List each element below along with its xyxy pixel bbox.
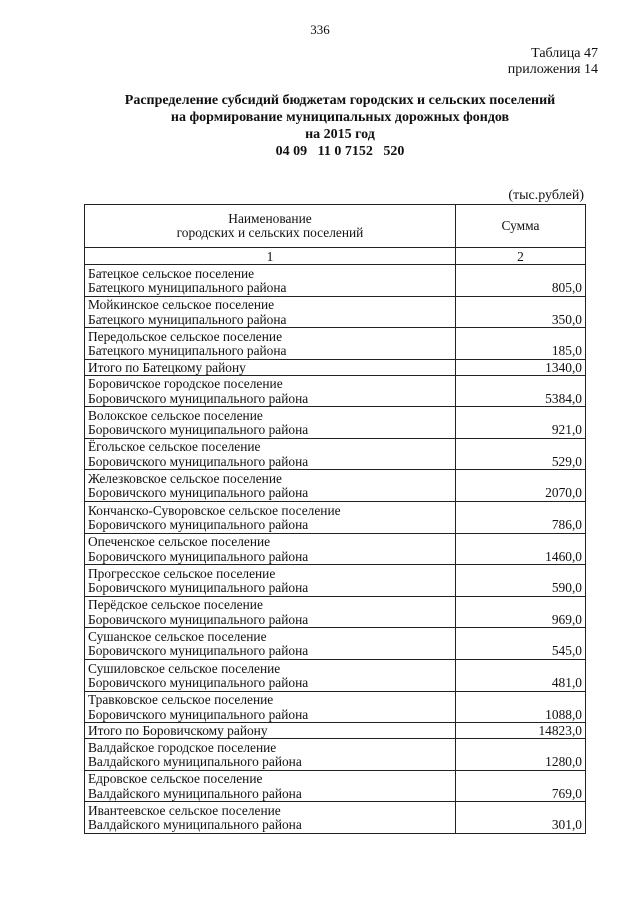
table-row — [85, 596, 586, 628]
settlement-name-cell — [85, 438, 456, 470]
settlement-name: Мойкинское сельское поселение — [88, 297, 275, 313]
municipal-district-name: Валдайского муниципального района — [88, 785, 302, 801]
table-header-row — [85, 205, 586, 248]
table-reference-line1: Таблица 47 — [531, 46, 598, 61]
municipal-district-name: Боровичского муниципального района — [88, 422, 309, 438]
settlement-name-cell — [85, 659, 456, 691]
settlement-name: Кончанско-Суворовское сельское поселение — [88, 502, 341, 518]
municipal-district-name: Боровичского муниципального района — [88, 453, 309, 469]
municipal-district-name: Боровичского муниципального района — [88, 580, 309, 596]
municipal-district-name: Боровичского муниципального района — [88, 485, 309, 501]
column-number-2: 2 — [456, 248, 586, 265]
document-title — [0, 92, 640, 160]
district-total-row — [85, 359, 586, 375]
settlement-name-cell — [85, 375, 456, 407]
settlement-name: Ивантеевское сельское поселение — [88, 802, 281, 818]
settlement-name: Едровское сельское поселение — [88, 771, 263, 787]
table-row — [85, 691, 586, 723]
settlement-name: Батецкое сельское поселение — [88, 265, 255, 281]
table-row — [85, 770, 586, 802]
settlement-name-cell — [85, 628, 456, 660]
amount-cell: 301,0 — [456, 802, 586, 834]
municipal-district-name: Боровичского муниципального района — [88, 643, 309, 659]
table-row — [85, 628, 586, 660]
amount-cell: 1460,0 — [456, 533, 586, 565]
column-number-1: 1 — [85, 248, 456, 265]
title-line2: на формирование муниципальных дорожных фондов — [170, 110, 510, 125]
amount-cell: 1280,0 — [456, 738, 586, 770]
settlement-name-cell — [85, 738, 456, 770]
table-row — [85, 659, 586, 691]
municipal-district-name: Боровичского муниципального района — [88, 706, 309, 722]
title-line3: на 2015 год — [305, 127, 375, 142]
municipal-district-name: Боровичского муниципального района — [88, 675, 309, 691]
settlement-name-cell — [85, 565, 456, 597]
table-row — [85, 438, 586, 470]
table-reference-line2: приложения 14 — [507, 62, 598, 77]
amount-cell: 1088,0 — [456, 691, 586, 723]
municipal-district-name: Валдайского муниципального района — [88, 817, 302, 833]
settlement-name-cell — [85, 501, 456, 533]
settlement-name: Сушиловское сельское поселение — [88, 660, 281, 676]
municipal-district-name: Валдайского муниципального района — [88, 754, 302, 769]
amount-cell: 1340,0 — [456, 359, 586, 375]
table-row — [85, 470, 586, 502]
amount-cell: 185,0 — [456, 328, 586, 360]
table-reference — [508, 46, 598, 78]
settlement-name-cell — [85, 802, 456, 834]
municipal-district-name: Батецкого муниципального района — [88, 311, 287, 327]
table-row — [85, 375, 586, 407]
settlement-name-cell — [85, 265, 456, 297]
municipal-district-name: Боровичского муниципального района — [88, 517, 309, 533]
settlement-name: Перёдское сельское поселение — [88, 597, 263, 613]
settlement-name: Волокское сельское поселение — [88, 407, 263, 423]
district-total-row — [85, 723, 586, 739]
amount-cell: 786,0 — [456, 501, 586, 533]
settlement-name: Боровичское городское поселение — [88, 376, 283, 392]
table-row — [85, 265, 586, 297]
settlement-name-cell — [85, 691, 456, 723]
page-number: 336 — [310, 22, 330, 37]
title-line1: Распределение субсидий бюджетам городских и сельских поселений — [124, 93, 556, 108]
settlement-name-cell — [85, 533, 456, 565]
settlement-name: Травковское сельское поселение — [88, 692, 274, 708]
table-row — [85, 328, 586, 360]
table-row — [85, 802, 586, 834]
amount-cell: 350,0 — [456, 296, 586, 328]
amount-cell: 481,0 — [456, 659, 586, 691]
municipal-district-name: Батецкого муниципального района — [88, 343, 287, 359]
table-body — [85, 265, 586, 834]
settlement-name-cell — [85, 596, 456, 628]
municipal-district-name: Батецкого муниципального района — [88, 280, 287, 296]
settlement-name: Железковское сельское поселение — [88, 470, 282, 486]
settlement-name-cell — [85, 470, 456, 502]
settlement-name: Ёгольское сельское поселение — [88, 439, 261, 455]
amount-cell: 590,0 — [456, 565, 586, 597]
table-row — [85, 565, 586, 597]
settlement-name: Опеченское сельское поселение — [88, 534, 271, 550]
table-row — [85, 296, 586, 328]
settlement-name-cell — [85, 770, 456, 802]
header-name-line2: городских и сельских поселений — [176, 225, 364, 240]
column-number-row — [85, 248, 586, 265]
amount-cell: 529,0 — [456, 438, 586, 470]
amount-cell: 921,0 — [456, 407, 586, 439]
amount-cell: 969,0 — [456, 596, 586, 628]
settlement-name: Передольское сельское поселение — [88, 328, 283, 344]
table-row — [85, 501, 586, 533]
header-name-cell — [85, 205, 456, 248]
amount-cell: 14823,0 — [456, 723, 586, 739]
header-name-line1: Наименование — [228, 210, 312, 226]
settlement-name: Сушанское сельское поселение — [88, 628, 267, 644]
amount-cell: 5384,0 — [456, 375, 586, 407]
header-sum-cell: Сумма — [456, 205, 586, 248]
amount-cell: 2070,0 — [456, 470, 586, 502]
amount-cell: 805,0 — [456, 265, 586, 297]
settlement-name: Прогресское сельское поселение — [88, 565, 276, 581]
total-label-cell: Итого по Боровичскому району — [85, 723, 456, 739]
settlement-name-cell — [85, 407, 456, 439]
amount-cell: 545,0 — [456, 628, 586, 660]
settlement-name-cell — [85, 296, 456, 328]
title-line4: 04 09 11 0 7152 520 — [275, 144, 405, 159]
municipal-district-name: Боровичского муниципального района — [88, 390, 309, 406]
table-row — [85, 738, 586, 770]
total-label-cell: Итого по Батецкому району — [85, 359, 456, 375]
table-row — [85, 407, 586, 439]
settlement-name-cell — [85, 328, 456, 360]
table-row — [85, 533, 586, 565]
municipal-district-name: Боровичского муниципального района — [88, 611, 309, 627]
amount-cell: 769,0 — [456, 770, 586, 802]
subsidy-table — [84, 204, 586, 834]
municipal-district-name: Боровичского муниципального района — [88, 548, 309, 564]
units-label: (тыс.рублей) — [508, 188, 584, 203]
settlement-name: Валдайское городское поселение — [88, 739, 277, 755]
